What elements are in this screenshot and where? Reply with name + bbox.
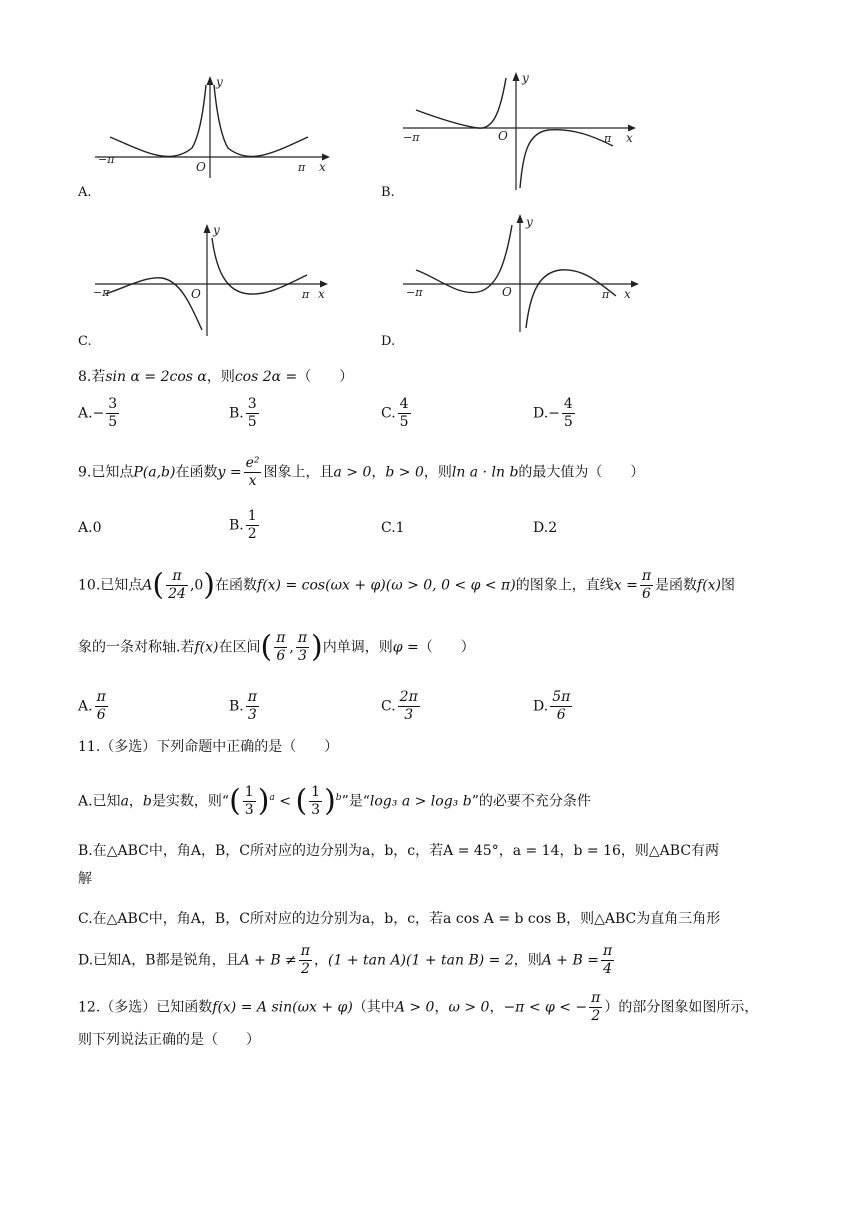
graph-b-origin: O [498,129,508,143]
q10-func: f(x) = cos(ωx + φ)(ω > 0, 0 < φ < π) [257,577,516,594]
q11-option-a: A.已知a，b是实数，则“( $\frac{1}{3}$ )$^a$ < ( $\frac{1}{3}$ )$^b$”是“log₃ a > log₃ b”的必要不充分条件 [78,783,591,819]
q11-stem: 11.（多选）下列命题中正确的是（ ） [78,739,339,755]
q11-option-c: C.在△ABC中，角A，B，C所对应的边分别为a，b，c，若a cos A = b cos B，则△ABC为直角三角形 [78,911,721,927]
q8-ask: cos 2α = [234,369,298,385]
q8-cond: sin α = 2cos α [105,369,207,385]
q8-option-c-frac: $\frac{4}{5}$ [399,396,409,430]
graph-b-x-left: −π [403,131,420,144]
q9-option-d: D.2 [533,520,558,536]
q11-option-b-line2: 解 [78,871,92,887]
graph-a-plot [90,70,340,180]
graph-b-label: B. [381,185,395,200]
q10-option-d: D. $\frac{5\pi}{6}$ [533,689,571,723]
graph-a-x-axis-label: x [319,160,326,174]
graph-c-y-axis-label: y [213,223,220,237]
graph-c-x-left: −π [93,286,110,299]
graph-b-x-axis-label: x [626,131,633,145]
graph-c-x-axis-label: x [318,287,325,301]
graph-b [398,68,648,193]
q8-option-b: B. $\frac{3}{5}$ [229,396,257,430]
q10-line2: 象的一条对称轴.若f(x)在区间( $\frac{\pi}{6}$ , $\frac{\pi}{3}$ )内单调，则φ =（ ） [78,629,475,665]
q9-expr: ln a · ln b [451,464,519,481]
q9-func-frac: $\frac{\text{e²}}{x}$ [245,455,260,489]
q12-line2: 则下列说法正确的是（ ） [78,1032,260,1048]
graph-c [90,218,340,338]
q8-option-a: A.− $\frac{3}{5}$ [78,396,118,430]
q9-stem: 9.已知点P(a,b)在函数y = $\frac{\text{e²}}{x}$ 图象上，且a > 0，b > 0，则ln a · ln b的最大值为（ ） [78,455,645,489]
graph-a-label: A. [78,185,92,200]
q10-option-c: C. $\frac{2\pi}{3}$ [381,689,418,723]
q12-func: f(x) = A sin(ωx + φ) [212,999,353,1016]
q8-tail: （ ） [297,369,354,385]
q10-point-frac: $\frac{\pi}{24}$ [168,568,186,602]
graph-b-x-right: π [604,132,612,145]
q10-option-b: B. $\frac{\pi}{3}$ [229,689,257,723]
graph-d [398,210,648,335]
graph-d-x-left: −π [406,286,423,299]
q10-option-a: A. $\frac{\pi}{6}$ [78,689,106,723]
graph-d-label: D. [381,334,396,349]
q9-option-a: A.0 [78,520,102,536]
graph-a-x-left: −π [98,153,115,166]
graph-c-plot [90,218,340,338]
graph-d-x-right: π [602,288,610,301]
graph-b-plot [398,68,648,193]
q9-option-b: B. $\frac{1}{2}$ [229,508,257,542]
q8-option-a-frac: $\frac{3}{5}$ [108,396,118,430]
q9-option-c: C.1 [381,520,405,536]
graph-a-y-axis-label: y [216,75,223,89]
graph-a-origin: O [196,160,206,174]
graph-d-x-axis-label: x [624,287,631,301]
graph-c-label: C. [78,334,92,349]
graph-a-x-right: π [298,161,306,174]
q8-option-b-frac: $\frac{3}{5}$ [247,396,257,430]
graph-d-plot [398,210,648,335]
q8-num: 8.若 [78,369,106,385]
q12-line1: 12.（多选）已知函数f(x) = A sin(ωx + φ)（其中A > 0，ω > 0，−π < φ < − $\frac{\pi}{2}$ ）的部分图象如图所示， [78,990,759,1024]
q8-stem [78,367,353,387]
graph-c-x-right: π [302,288,310,301]
q8-option-d: D.− $\frac{4}{5}$ [533,396,573,430]
q10-line-frac: $\frac{\pi}{6}$ [641,568,652,602]
graph-a [90,70,340,180]
graph-b-y-axis-label: y [522,71,529,85]
q11-option-d: D.已知A，B都是锐角，且A + B ≠ $\frac{\pi}{2}$ ，(1 + tan A)(1 + tan B) = 2，则A + B = $\frac{\pi}{4}$ [78,943,613,977]
q8-option-c: C. $\frac{4}{5}$ [381,396,409,430]
q10-line1: 10.已知点A( $\frac{\pi}{24}$ ,0)在函数f(x) = cos(ωx + φ)(ω > 0, 0 < φ < π)的图象上，直线x = $\frac{\pi}{6}$ 是函数f(x)图 [78,567,736,603]
graph-d-origin: O [502,285,512,299]
q8-option-d-frac: $\frac{4}{5}$ [563,396,573,430]
graph-c-origin: O [191,287,201,301]
q8-mid: ，则 [206,369,235,385]
q11-option-b-line1: B.在△ABC中，角A，B，C所对应的边分别为a，b，c，若A = 45°，a = 14，b = 16，则△ABC有两 [78,843,720,859]
graph-d-y-axis-label: y [526,215,533,229]
q9-point: P(a,b) [133,464,176,481]
q9-option-b-frac: $\frac{1}{2}$ [247,508,257,542]
